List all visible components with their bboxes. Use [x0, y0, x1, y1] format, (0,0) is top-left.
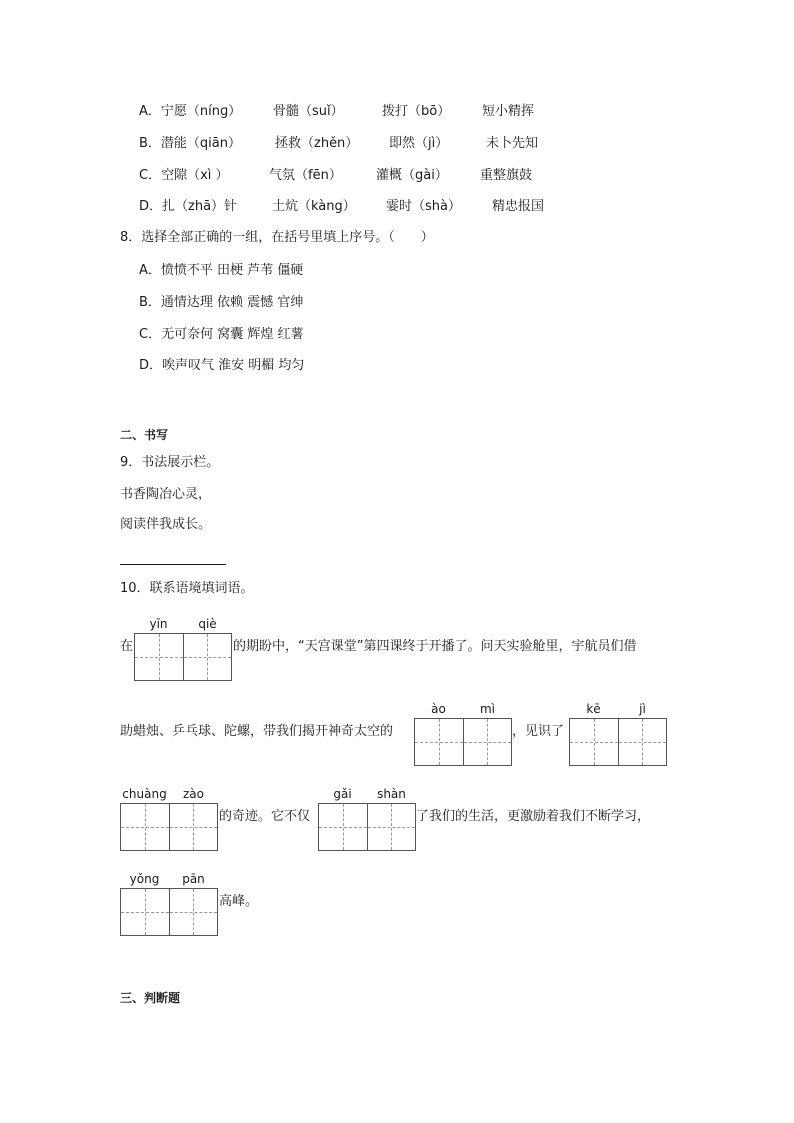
q8-option-c: C．无可奈何 窝囊 辉煌 红薯	[139, 327, 304, 342]
q7-option-b-1: B．潜能（qiān）	[139, 136, 241, 151]
answer-grid-keji[interactable]	[569, 718, 667, 766]
pinyin-ke: kē	[586, 702, 601, 716]
answer-grid-chuangzao[interactable]	[120, 803, 218, 851]
q7-option-a-3: 拨打（bō）	[382, 104, 451, 119]
grid-cell[interactable]	[135, 634, 183, 680]
grid-cell[interactable]	[169, 889, 217, 935]
grid-cell[interactable]	[121, 804, 169, 850]
answer-grid-yongpan[interactable]	[120, 888, 218, 936]
q10-text-1: 在	[120, 639, 134, 654]
section-title-writing: 二、书写	[120, 428, 169, 442]
q7-option-c-1: C．空隙（xì ）	[139, 168, 229, 183]
q10-text-5: 的奇迹。它不仅	[219, 809, 311, 824]
q7-option-d-1: D．扎（zhā）针	[139, 199, 238, 214]
q10-text-6: 了我们的生活，更激励着我们不断学习，	[416, 809, 651, 824]
q9-line-1: 书香陶冶心灵，	[120, 487, 212, 502]
q9-answer-line[interactable]	[120, 564, 226, 565]
pinyin-pan: pān	[182, 872, 205, 886]
q7-option-a-1: A．宁愿（nínɡ）	[139, 104, 242, 119]
q9-question: 9．书法展示栏。	[120, 455, 220, 470]
section-title-judgment: 三、判断题	[120, 991, 181, 1005]
grid-cell[interactable]	[183, 634, 231, 680]
q10-text-7: 高峰。	[219, 894, 259, 909]
q7-option-b-4: 未卜先知	[486, 136, 539, 151]
answer-grid-aomi[interactable]	[414, 718, 512, 766]
pinyin-ao: ào	[431, 702, 446, 716]
q7-option-d-3: 霎时（shà）	[386, 199, 461, 214]
q8-option-b: B．通情达理 依赖 震憾 官绅	[139, 295, 304, 310]
grid-cell[interactable]	[169, 804, 217, 850]
pinyin-shan: shàn	[377, 787, 406, 801]
q8-option-d: D．唉声叹气 淮安 明楣 均匀	[139, 358, 305, 373]
q8-option-a: A．愤愤不平 田梗 芦苇 僵硬	[139, 263, 304, 278]
pinyin-yong: yǒng	[129, 872, 160, 886]
grid-cell[interactable]	[415, 719, 463, 765]
answer-grid-yinqie[interactable]	[134, 633, 232, 681]
q10-text-4: ，见识了	[512, 724, 565, 739]
q10-text-2: 的期盼中，“天宫课堂”第四课终于开播了。问天实验舱里，宇航员们借	[233, 639, 637, 654]
q7-option-d-2: 土炕（kàng）	[272, 199, 356, 214]
q7-option-c-2: 气氛（fēn）	[269, 168, 342, 183]
grid-cell[interactable]	[570, 719, 618, 765]
pinyin-qie: qiè	[198, 617, 217, 631]
pinyin-mi: mì	[479, 702, 496, 716]
grid-cell[interactable]	[319, 804, 367, 850]
q7-option-a-4: 短小精挥	[482, 104, 535, 119]
grid-cell[interactable]	[618, 719, 666, 765]
q7-option-d-4: 精忠报国	[492, 199, 545, 214]
pinyin-chuang: chuàng	[122, 787, 167, 801]
answer-grid-gaishan[interactable]	[318, 803, 416, 851]
q7-option-b-3: 即然（jì）	[389, 136, 449, 151]
grid-cell[interactable]	[121, 889, 169, 935]
pinyin-zao: zào	[183, 787, 204, 801]
q8-question: 8．选择全部正确的一组，在括号里填上序号。（ ）	[120, 230, 434, 245]
pinyin-gai: gǎi	[333, 787, 352, 801]
pinyin-yin: yīn	[149, 617, 168, 631]
q7-option-c-3: 灌概（gài）	[376, 168, 448, 183]
q7-option-a-2: 骨髓（suǐ）	[273, 104, 344, 119]
q10-text-3: 助蜡烛、乒乓球、陀螺，带我们揭开神奇太空的	[120, 724, 394, 739]
q7-option-b-2: 拯救（zhěn）	[275, 136, 359, 151]
pinyin-ji: jì	[639, 702, 646, 716]
q7-option-c-4: 重整旗鼓	[480, 168, 533, 183]
q10-question: 10．联系语境填词语。	[120, 581, 254, 596]
grid-cell[interactable]	[463, 719, 511, 765]
grid-cell[interactable]	[367, 804, 415, 850]
q9-line-2: 阅读伴我成长。	[120, 517, 212, 532]
